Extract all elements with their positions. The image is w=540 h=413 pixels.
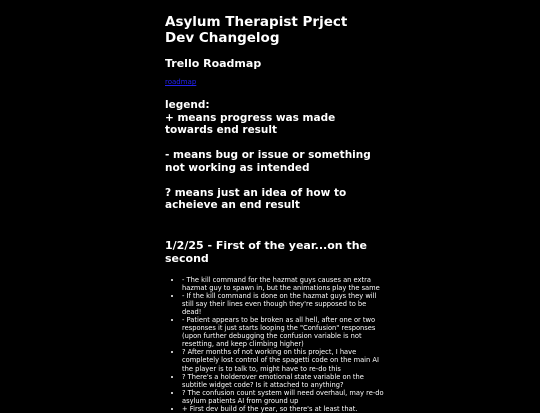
legend — [165, 99, 387, 212]
page-title-line1: Asylum Therapist Prject — [165, 14, 347, 30]
roadmap-link[interactable]: roadmap — [165, 78, 387, 87]
list-item: • ? After months of not working on this project, I have completely lost control of the spagetti code on the main AI the player is to talk to, might have to re-do this — [182, 348, 387, 372]
list-item: • - If the kill command is done on the hazmat guys they will still say their lines even though they're supposed to be dead! — [182, 292, 387, 316]
legend-question-line2: acheieve an end result — [165, 199, 387, 212]
legend-question-line1: ? means just an idea of how to — [165, 187, 387, 200]
entry-list — [165, 276, 387, 413]
list-item: • + First dev build of the year, so there's at least that. — [182, 405, 387, 413]
list-item: • - Patient appears to be broken as all hell, after one or two responses it just starts looping the "Confusion" responses (upon further debugging the confusion variable is not resetting, and keep climbing higher) — [182, 316, 387, 348]
legend-minus-line1: - means bug or issue or something — [165, 149, 387, 162]
page-title — [165, 14, 387, 46]
entry-title — [165, 239, 387, 265]
legend-heading: legend: — [165, 99, 387, 112]
changelog-content — [165, 14, 387, 413]
legend-plus-line1: + means progress was made — [165, 112, 387, 125]
roadmap-heading: Trello Roadmap — [165, 57, 387, 70]
list-item: • ? There's a holderover emotional state variable on the subtitle widget code? Is it attached to anything? — [182, 373, 387, 389]
list-item: • ? The confusion count system will need overhaul, may re-do asylum patients AI from ground up — [182, 389, 387, 405]
legend-minus-line2: not working as intended — [165, 162, 387, 175]
entry-title-line1: 1/2/25 - First of the year...on the — [165, 239, 367, 252]
list-item: • - The kill command for the hazmat guys causes an extra hazmat guy to spawn in, but the animations play the same — [182, 276, 387, 292]
legend-plus-line2: towards end result — [165, 124, 387, 137]
page-title-line2: Dev Changelog — [165, 30, 280, 46]
entry-title-line2: second — [165, 252, 209, 265]
